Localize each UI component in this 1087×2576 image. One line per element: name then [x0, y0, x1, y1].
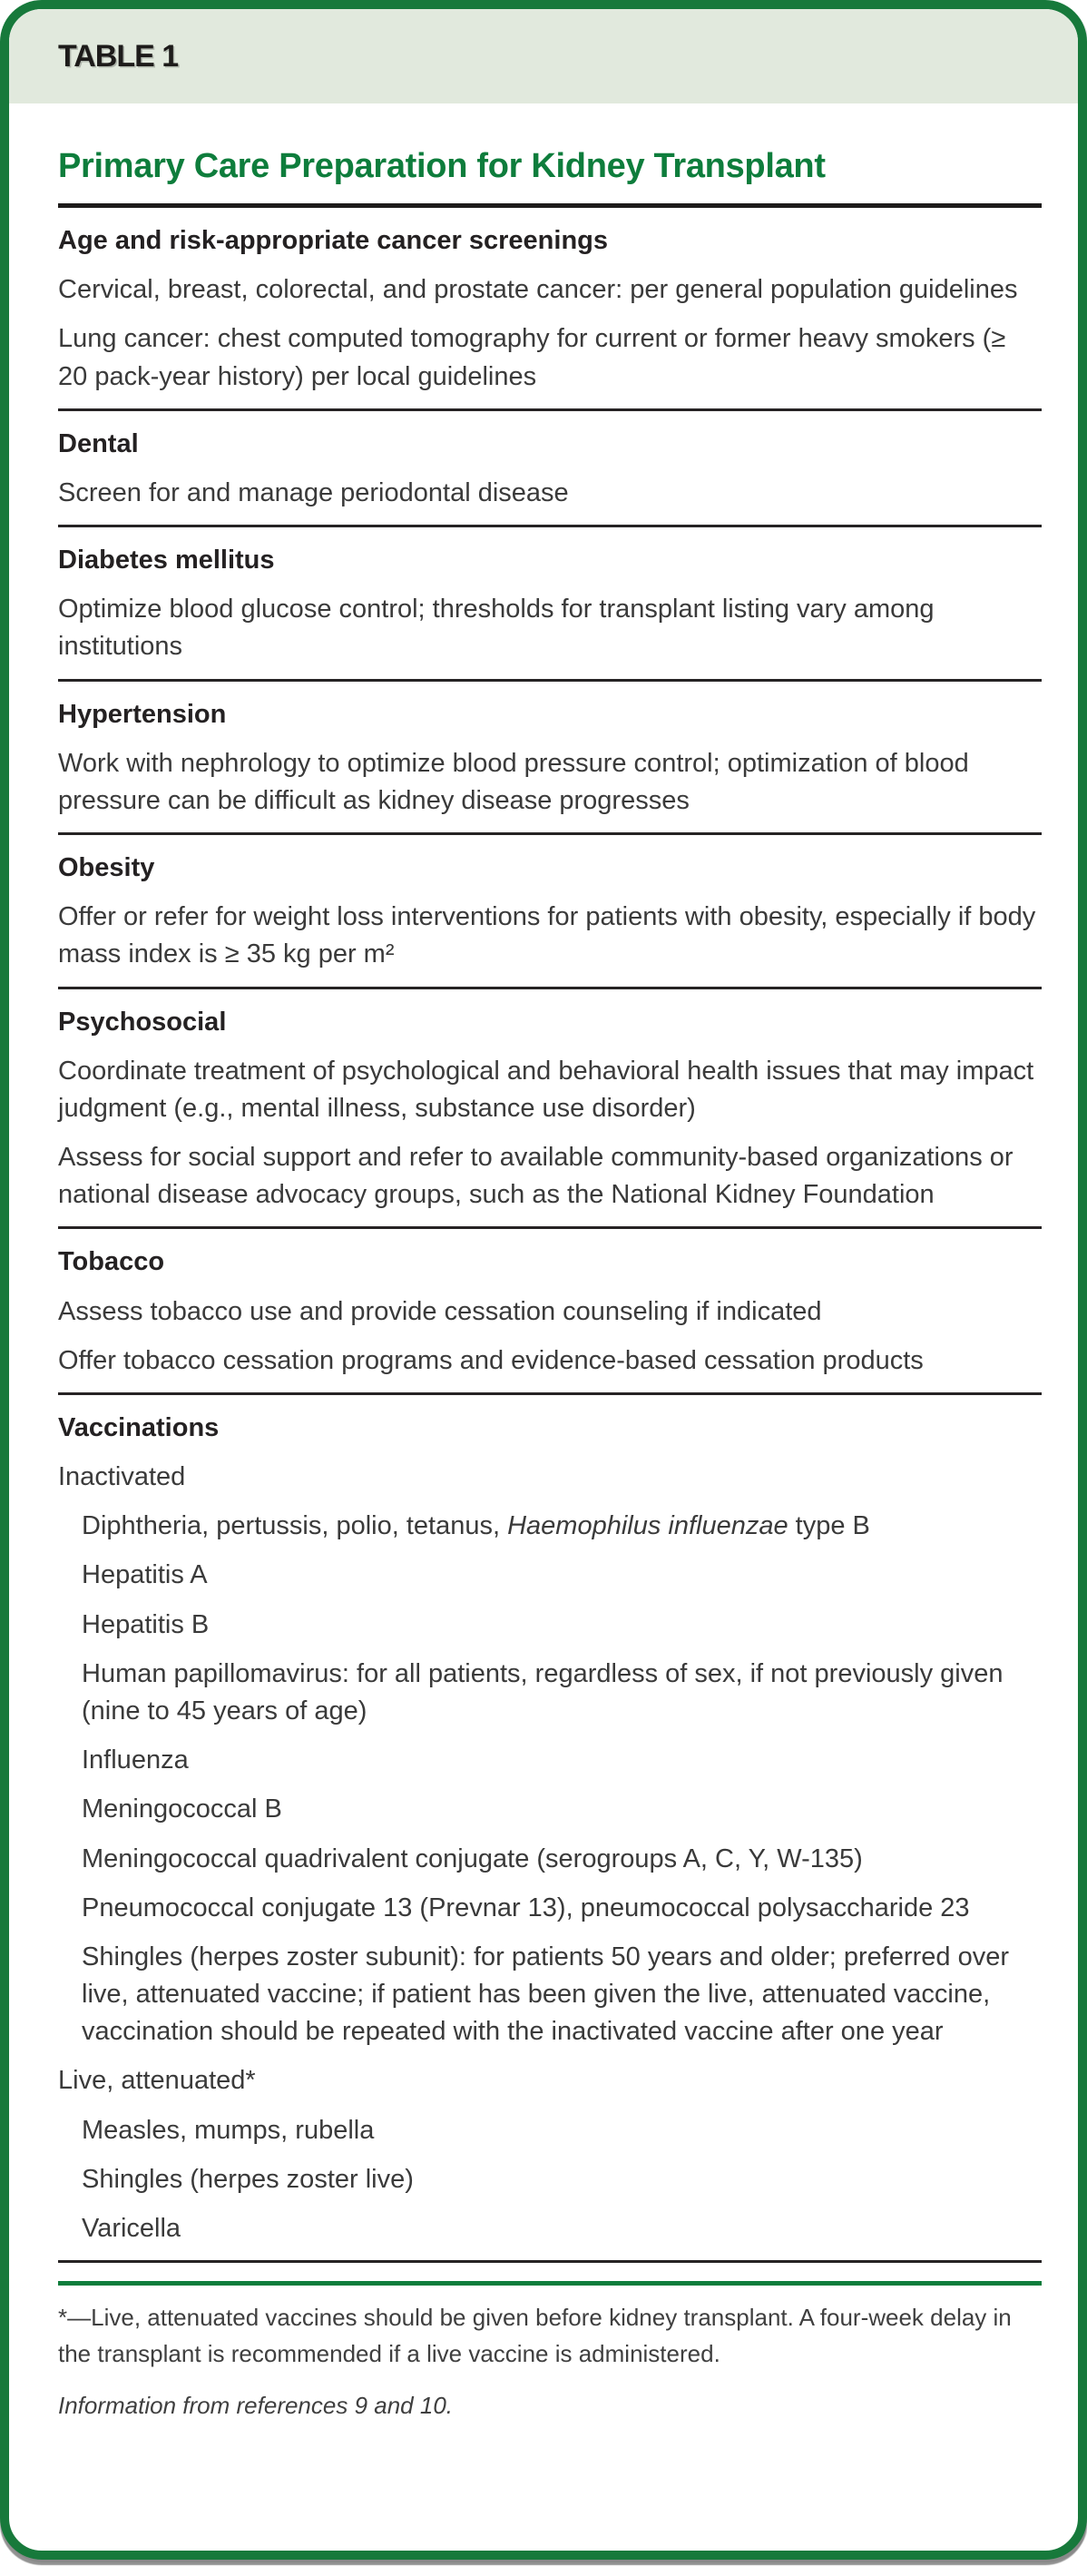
vaccine-item	[58, 1508, 1042, 1545]
source-note: Information from references 9 and 10.	[58, 2391, 454, 2419]
vaccine-item-species: Haemophilus influenzae	[507, 1511, 788, 1541]
section-psychosocial	[58, 989, 1042, 1230]
table-title: Primary Care Preparation for Kidney Transplant	[58, 147, 826, 185]
section-paragraph: Assess tobacco use and provide cessation counseling if indicated	[58, 1296, 822, 1326]
section-paragraph: Optimize blood glucose control; thresholds for transplant listing vary among institutions	[58, 595, 935, 662]
section-heading: Hypertension	[58, 699, 227, 729]
table-header-band	[9, 9, 1078, 103]
vaccine-item: Varicella	[82, 2213, 181, 2243]
vaccine-item: Hepatitis B	[82, 1609, 210, 1639]
section-paragraph: Assess for social support and refer to available community-based organizations or national disease advocacy groups, such as the National Kidney Foundation	[58, 1143, 1014, 1210]
section-heading: Obesity	[58, 853, 155, 883]
section-hypertension	[58, 682, 1042, 836]
vaccine-item-text: Diphtheria, pertussis, polio, tetanus,	[82, 1511, 508, 1541]
section-diabetes	[58, 527, 1042, 682]
section-paragraph: Cervical, breast, colorectal, and prostate cancer: per general population guidelines	[58, 275, 1018, 305]
section-paragraph: Work with nephrology to optimize blood pressure control; optimization of blood pressure can be difficult as kidney disease progresses	[58, 748, 969, 815]
section-tobacco	[58, 1229, 1042, 1395]
table-tag: TABLE 1	[58, 38, 179, 74]
section-heading: Vaccinations	[58, 1412, 220, 1442]
table-content	[9, 147, 1078, 2424]
section-paragraph: Offer tobacco cessation programs and evidence-based cessation products	[58, 1345, 924, 1375]
vaccine-item: Shingles (herpes zoster live)	[82, 2164, 414, 2194]
vaccine-item: Hepatitis A	[82, 1560, 208, 1590]
section-heading: Dental	[58, 428, 139, 458]
vaccine-item: Meningococcal B	[82, 1794, 282, 1824]
section-heading: Diabetes mellitus	[58, 546, 275, 575]
section-paragraph: Lung cancer: chest computed tomography for current or former heavy smokers (≥ 20 pack-year history) per local guidelines	[58, 324, 1006, 391]
vaccine-item: Pneumococcal conjugate 13 (Prevnar 13), pneumococcal polysaccharide 23	[82, 1893, 970, 1922]
footnote-divider-rule	[58, 2281, 1042, 2286]
vaccine-item: Human papillomavirus: for all patients, regardless of sex, if not previously given (nine to 45 years of age)	[82, 1658, 1004, 1726]
vaccine-item-text: type B	[788, 1511, 870, 1541]
section-dental	[58, 411, 1042, 527]
section-paragraph: Screen for and manage periodontal disease	[58, 477, 569, 507]
section-paragraph: Offer or refer for weight loss interventions for patients with obesity, especially if body mass index is ≥ 35 kg per m²	[58, 902, 1036, 969]
vaccine-item: Measles, mumps, rubella	[82, 2115, 375, 2145]
section-obesity	[58, 835, 1042, 989]
section-paragraph: Coordinate treatment of psychological and behavioral health issues that may impact judgment (e.g., mental illness, substance use disorder)	[58, 1056, 1034, 1123]
section-vaccinations	[58, 1395, 1042, 2263]
vaccine-item: Influenza	[82, 1745, 189, 1775]
vaccine-group-label-live-attenuated: Live, attenuated*	[58, 2066, 256, 2096]
section-heading: Psychosocial	[58, 1007, 227, 1037]
section-cancer-screenings	[58, 208, 1042, 411]
vaccine-group-label-inactivated: Inactivated	[58, 1462, 186, 1492]
section-heading: Age and risk-appropriate cancer screenings	[58, 226, 608, 255]
vaccine-item: Shingles (herpes zoster subunit): for patients 50 years and older; preferred over live, attenuated vaccine; if patient has been given the live, attenuated vaccine, vaccination should be repeated with the inactivated vaccine after one year	[82, 1942, 1009, 2047]
section-heading: Tobacco	[58, 1247, 165, 1277]
footnote: *—Live, attenuated vaccines should be given before kidney transplant. A four-week delay in the transplant is recommended if a live vaccine is administered.	[58, 2304, 1012, 2368]
vaccine-item: Meningococcal quadrivalent conjugate (serogroups A, C, Y, W-135)	[82, 1844, 863, 1873]
